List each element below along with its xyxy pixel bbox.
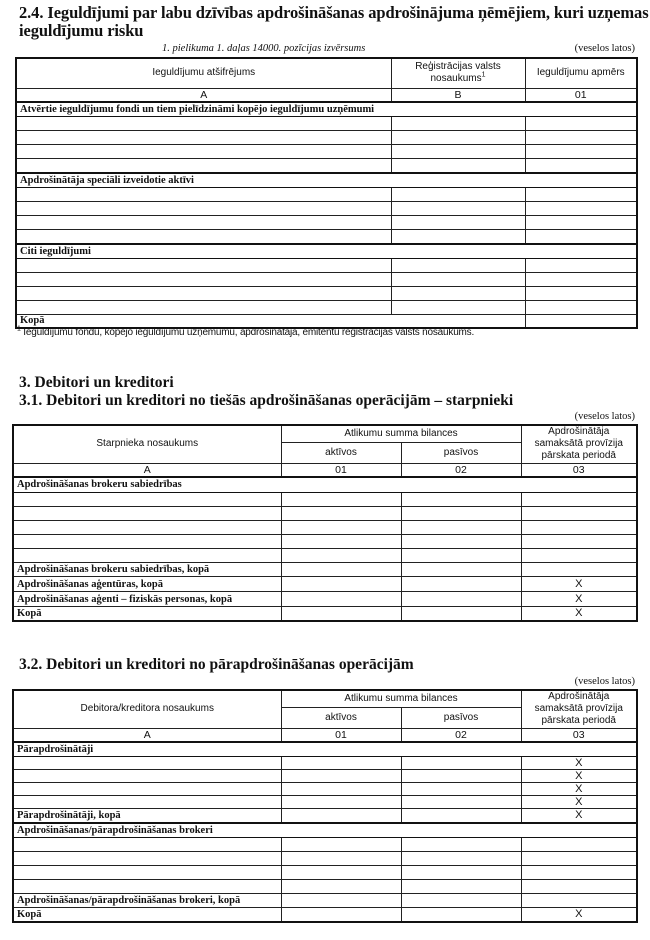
cell-input[interactable]	[16, 188, 391, 202]
cell-input[interactable]	[281, 770, 401, 783]
table-row	[13, 535, 637, 549]
cell-input[interactable]	[401, 563, 521, 577]
section-2-4-title-line2: ieguldījumu risku	[19, 21, 144, 40]
cell-input[interactable]	[525, 315, 637, 328]
table-row	[16, 117, 637, 131]
section-2-4-title-line1: 2.4. Ieguldījumi par labu dzīvības apdrošināšanas apdrošinājuma ņēmējiem, kuri uzņemas	[19, 3, 649, 22]
table-row	[13, 866, 637, 880]
cell-input[interactable]	[401, 852, 521, 866]
cell-input[interactable]	[13, 838, 281, 852]
cell-input[interactable]	[13, 866, 281, 880]
table-row	[16, 188, 637, 202]
code-b: B	[391, 88, 525, 102]
cell-input[interactable]	[525, 117, 637, 131]
footnote-mark: 1	[17, 325, 21, 333]
cell-input[interactable]	[16, 287, 391, 301]
footnote-ref: 1	[481, 71, 486, 79]
section-3-2-unit: (veselos latos)	[574, 676, 635, 687]
cell-input[interactable]	[391, 287, 525, 301]
cell-input[interactable]	[13, 852, 281, 866]
total-label-brokers: Apdrošināšanas brokeru sabiedrības, kopā	[13, 563, 281, 577]
cell-input[interactable]	[281, 592, 401, 607]
code-row	[16, 88, 637, 102]
cell-input[interactable]	[13, 507, 281, 521]
col-header-balance-group: Atlikumu summa bilances	[281, 425, 521, 442]
cell-input[interactable]	[13, 535, 281, 549]
total-row	[16, 315, 637, 328]
cell-na-mark: X	[521, 770, 637, 783]
total-row	[13, 592, 637, 607]
cell-input[interactable]	[13, 493, 281, 507]
cell-na-mark: X	[521, 757, 637, 770]
cell-input[interactable]	[525, 216, 637, 230]
cell-na-mark: X	[521, 809, 637, 823]
total-row	[13, 908, 637, 922]
cell-input[interactable]	[401, 757, 521, 770]
group-row	[16, 244, 637, 259]
col-header-name: Debitora/kreditora nosaukums	[13, 690, 281, 728]
total-row	[13, 607, 637, 621]
group-label-special-assets: Apdrošinātāja speciāli izveidotie aktīvi	[16, 173, 637, 188]
cell-input[interactable]	[16, 145, 391, 159]
col-header-commission: Apdrošinātāja samaksātā provīzija pārskata periodā	[521, 690, 637, 728]
group-row	[16, 102, 637, 117]
cell-na-mark: X	[521, 783, 637, 796]
cell-input[interactable]	[281, 757, 401, 770]
cell-input[interactable]	[13, 770, 281, 783]
col-header-c: Ieguldījumu apmērs	[525, 58, 637, 88]
cell-input[interactable]	[281, 577, 401, 592]
table-row	[13, 493, 637, 507]
group-row	[13, 823, 637, 838]
reinsurance-table	[12, 689, 638, 923]
cell-input[interactable]	[281, 809, 401, 823]
intermediaries-table	[12, 424, 638, 622]
code-03: 03	[521, 463, 637, 477]
table-row	[16, 159, 637, 173]
group-row	[16, 173, 637, 188]
cell-input[interactable]	[525, 273, 637, 287]
cell-input[interactable]	[391, 131, 525, 145]
total-label: Kopā	[16, 315, 525, 328]
cell-input[interactable]	[281, 894, 401, 908]
cell-input[interactable]	[525, 131, 637, 145]
table-row	[13, 783, 637, 796]
cell-input[interactable]	[391, 259, 525, 273]
col-header-commission: Apdrošinātāja samaksātā provīzija pārskata periodā	[521, 425, 637, 463]
table-row	[16, 259, 637, 273]
cell-input[interactable]	[401, 535, 521, 549]
table-row	[13, 757, 637, 770]
footnote	[17, 327, 474, 338]
cell-input[interactable]	[391, 188, 525, 202]
table-row	[13, 507, 637, 521]
cell-input[interactable]	[16, 159, 391, 173]
total-label-agencies: Apdrošināšanas aģentūras, kopā	[13, 577, 281, 592]
cell-input[interactable]	[521, 563, 637, 577]
cell-input[interactable]	[281, 866, 401, 880]
group-row	[13, 477, 637, 493]
cell-input[interactable]	[16, 259, 391, 273]
cell-input[interactable]	[401, 866, 521, 880]
footnote-text: Ieguldījumu fondu, kopējo ieguldījumu uzņēmumu, apdrošinātāja, emitentu reģistrācijas valsts nosaukums.	[23, 327, 475, 338]
cell-input[interactable]	[281, 908, 401, 922]
cell-input[interactable]	[16, 117, 391, 131]
code-02: 02	[401, 463, 521, 477]
code-03: 03	[521, 728, 637, 742]
cell-input[interactable]	[525, 145, 637, 159]
cell-input[interactable]	[281, 507, 401, 521]
code-row	[13, 463, 637, 477]
group-label-brokers: Apdrošināšanas brokeru sabiedrības	[13, 477, 637, 493]
cell-input[interactable]	[13, 549, 281, 563]
group-label-other: Citi ieguldījumi	[16, 244, 637, 259]
table-row	[13, 880, 637, 894]
cell-input[interactable]	[281, 852, 401, 866]
col-header-balance-group: Atlikumu summa bilances	[281, 690, 521, 707]
cell-input[interactable]	[525, 159, 637, 173]
code-a: A	[13, 463, 281, 477]
group-label-funds: Atvērtie ieguldījumu fondi un tiem pielīdzināmi kopējo ieguldījumu uzņēmumi	[16, 102, 637, 117]
total-label-grand: Kopā	[13, 908, 281, 922]
table-row	[13, 838, 637, 852]
cell-input[interactable]	[401, 809, 521, 823]
cell-input[interactable]	[401, 796, 521, 809]
cell-na-mark: X	[521, 908, 637, 922]
cell-input[interactable]	[281, 783, 401, 796]
cell-na-mark: X	[521, 796, 637, 809]
cell-input[interactable]	[16, 301, 391, 315]
table-row	[16, 131, 637, 145]
cell-input[interactable]	[521, 549, 637, 563]
code-row	[13, 728, 637, 742]
cell-input[interactable]	[281, 607, 401, 621]
cell-input[interactable]	[525, 202, 637, 216]
cell-input[interactable]	[521, 894, 637, 908]
section-3-1-title: 3.1. Debitori un kreditori no tiešās apdrošināšanas operācijām – starpnieki	[19, 392, 514, 409]
total-label-brokers: Apdrošināšanas/pārapdrošināšanas brokeri, kopā	[13, 894, 281, 908]
cell-input[interactable]	[401, 607, 521, 621]
cell-input[interactable]	[521, 838, 637, 852]
cell-input[interactable]	[525, 287, 637, 301]
table-row	[16, 301, 637, 315]
section-3-2-title: 3.2. Debitori un kreditori no pārapdrošināšanas operācijām	[19, 656, 414, 673]
code-01: 01	[281, 728, 401, 742]
code-01: 01	[525, 88, 637, 102]
table-row	[16, 216, 637, 230]
col-header-assets: aktīvos	[281, 707, 401, 728]
cell-input[interactable]	[401, 493, 521, 507]
cell-input[interactable]	[391, 273, 525, 287]
cell-input[interactable]	[521, 493, 637, 507]
cell-input[interactable]	[281, 549, 401, 563]
header-row	[13, 425, 637, 442]
cell-input[interactable]	[13, 757, 281, 770]
cell-input[interactable]	[401, 838, 521, 852]
cell-input[interactable]	[16, 273, 391, 287]
cell-na-mark: X	[521, 592, 637, 607]
table-row	[13, 770, 637, 783]
cell-input[interactable]	[525, 188, 637, 202]
cell-input[interactable]	[281, 796, 401, 809]
cell-input[interactable]	[401, 894, 521, 908]
cell-input[interactable]	[521, 866, 637, 880]
cell-input[interactable]	[401, 521, 521, 535]
cell-input[interactable]	[16, 131, 391, 145]
col-header-a: Ieguldījumu atšifrējums	[16, 58, 391, 88]
cell-input[interactable]	[391, 202, 525, 216]
section-2-4-unit: (veselos latos)	[574, 43, 635, 54]
total-row	[13, 894, 637, 908]
cell-input[interactable]	[521, 535, 637, 549]
total-row	[13, 577, 637, 592]
cell-input[interactable]	[281, 535, 401, 549]
investments-table	[15, 57, 638, 329]
cell-input[interactable]	[525, 259, 637, 273]
total-row	[13, 563, 637, 577]
table-row	[13, 549, 637, 563]
cell-input[interactable]	[521, 521, 637, 535]
cell-input[interactable]	[401, 507, 521, 521]
total-row	[13, 809, 637, 823]
section-2-4-subtitle: 1. pielikuma 1. daļas 14000. pozīcijas izvērsums	[162, 43, 366, 54]
total-label-agents: Apdrošināšanas aģenti – fiziskās personas, kopā	[13, 592, 281, 607]
table-row	[16, 230, 637, 244]
total-label-grand: Kopā	[13, 607, 281, 621]
col-header-assets: aktīvos	[281, 442, 401, 463]
cell-input[interactable]	[13, 783, 281, 796]
cell-input[interactable]	[13, 521, 281, 535]
col-header-b-text: Reģistrācijas valsts nosaukums	[415, 61, 501, 85]
table-row	[13, 521, 637, 535]
group-row	[13, 742, 637, 757]
cell-input[interactable]	[391, 301, 525, 315]
table-row	[13, 852, 637, 866]
section-2-4-title	[19, 4, 649, 40]
section-3-title: 3. Debitori un kreditori	[19, 374, 174, 391]
col-header-name: Starpnieka nosaukums	[13, 425, 281, 463]
code-a: A	[13, 728, 281, 742]
section-3-1-unit: (veselos latos)	[574, 411, 635, 422]
table-row	[16, 202, 637, 216]
col-header-liabilities: pasīvos	[401, 707, 521, 728]
cell-input[interactable]	[281, 880, 401, 894]
cell-input[interactable]	[281, 521, 401, 535]
header-row	[16, 58, 637, 88]
cell-input[interactable]	[391, 145, 525, 159]
cell-input[interactable]	[16, 216, 391, 230]
group-label-reinsurers: Pārapdrošinātāji	[13, 742, 637, 757]
cell-input[interactable]	[16, 202, 391, 216]
table-row	[16, 273, 637, 287]
cell-input[interactable]	[401, 577, 521, 592]
cell-input[interactable]	[281, 838, 401, 852]
cell-input[interactable]	[521, 507, 637, 521]
code-a: A	[16, 88, 391, 102]
total-label-reinsurers: Pārapdrošinātāji, kopā	[13, 809, 281, 823]
cell-input[interactable]	[521, 880, 637, 894]
cell-input[interactable]	[525, 230, 637, 244]
cell-input[interactable]	[391, 230, 525, 244]
cell-input[interactable]	[401, 783, 521, 796]
cell-input[interactable]	[525, 301, 637, 315]
cell-input[interactable]	[401, 908, 521, 922]
table-row	[16, 145, 637, 159]
code-02: 02	[401, 728, 521, 742]
cell-na-mark: X	[521, 607, 637, 621]
cell-input[interactable]	[401, 880, 521, 894]
cell-input[interactable]	[281, 493, 401, 507]
code-01: 01	[281, 463, 401, 477]
cell-input[interactable]	[13, 880, 281, 894]
cell-input[interactable]	[391, 216, 525, 230]
table-row	[16, 287, 637, 301]
table-row	[13, 796, 637, 809]
cell-input[interactable]	[401, 592, 521, 607]
cell-input[interactable]	[281, 563, 401, 577]
col-header-b	[391, 58, 525, 88]
cell-na-mark: X	[521, 577, 637, 592]
cell-input[interactable]	[16, 230, 391, 244]
cell-input[interactable]	[401, 549, 521, 563]
group-label-brokers: Apdrošināšanas/pārapdrošināšanas brokeri	[13, 823, 637, 838]
cell-input[interactable]	[391, 159, 525, 173]
cell-input[interactable]	[521, 852, 637, 866]
header-row	[13, 690, 637, 707]
cell-input[interactable]	[391, 117, 525, 131]
cell-input[interactable]	[401, 770, 521, 783]
col-header-liabilities: pasīvos	[401, 442, 521, 463]
cell-input[interactable]	[13, 796, 281, 809]
